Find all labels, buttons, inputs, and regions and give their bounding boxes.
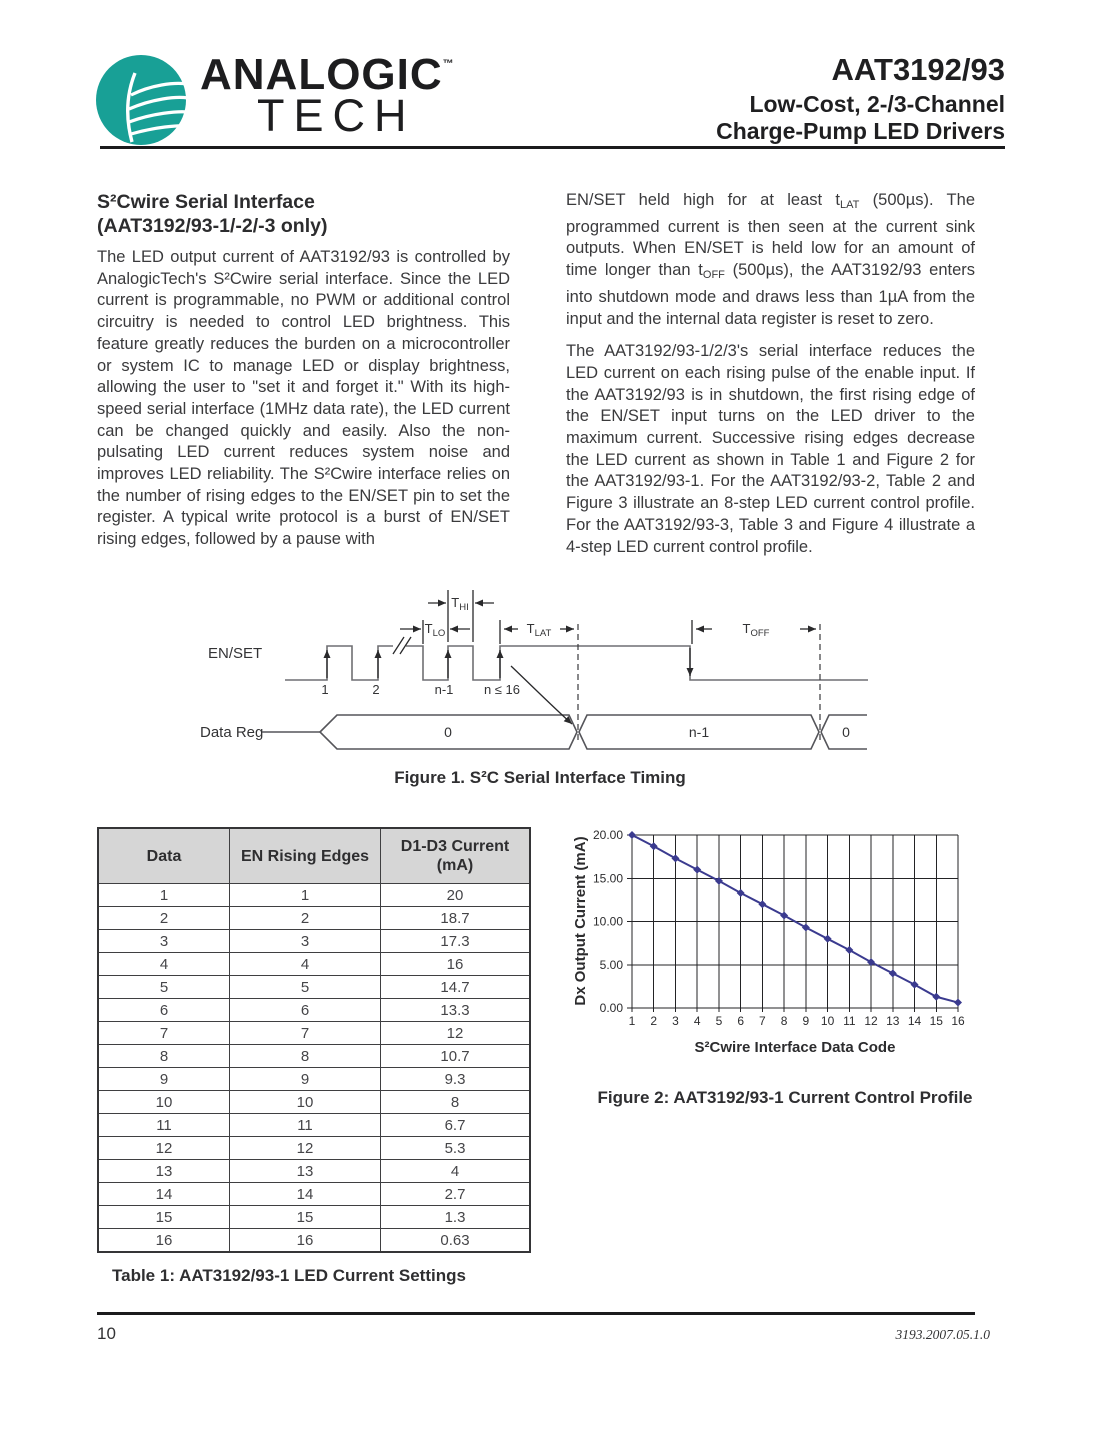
table-row	[98, 953, 530, 976]
table-row	[98, 1045, 530, 1068]
x-tick-label: 9	[802, 1014, 810, 1028]
x-tick-label: 13	[886, 1014, 900, 1028]
table-header-row	[98, 828, 530, 884]
document-number: 3193.2007.05.1.0	[895, 1327, 990, 1342]
x-tick-label: 14	[907, 1014, 922, 1028]
x-tick-label: 16	[951, 1014, 965, 1028]
table-row	[98, 1137, 530, 1160]
left-column	[97, 191, 510, 551]
y-tick-label: 15.00	[592, 871, 623, 886]
section-heading-line2: (AAT3192/93-1/-2/-3 only)	[97, 214, 328, 237]
brand-analogic: ANALOGIC	[200, 50, 443, 99]
bus-value: n-1	[688, 724, 710, 740]
x-tick-label: 6	[737, 1014, 745, 1028]
x-tick-label: 10	[820, 1014, 835, 1028]
table-row	[98, 1068, 530, 1091]
data-point-marker	[954, 999, 962, 1007]
data-point-marker	[932, 993, 940, 1001]
subscript-text: OFF	[702, 269, 725, 282]
data-point-marker	[802, 924, 810, 932]
right-column	[566, 190, 975, 558]
analogictech-logo-icon	[95, 53, 190, 148]
data-point-marker	[889, 969, 897, 977]
table-row	[98, 930, 530, 953]
timing-label-tlat: $T_{LAT}$	[526, 621, 552, 639]
table-cell: 16	[98, 1229, 230, 1253]
subscript-text: LAT	[840, 199, 860, 211]
table-cell: 3	[98, 930, 230, 953]
table-row	[98, 1022, 530, 1045]
x-tick-label: 4	[693, 1014, 701, 1028]
timing-label-thi: $T_{HI}$	[451, 595, 469, 613]
table-cell: 16	[230, 1229, 381, 1253]
edge-label: 2	[372, 682, 380, 697]
table-row	[98, 884, 530, 907]
data-point-marker	[628, 831, 636, 839]
table-cell: 8	[98, 1045, 230, 1068]
table-cell: 1.3	[381, 1206, 531, 1229]
table-cell: 4	[98, 953, 230, 976]
y-tick-label: 20.00	[592, 828, 623, 842]
table-row	[98, 1114, 530, 1137]
table-cell: 2	[230, 907, 381, 930]
trademark-symbol: ™	[442, 58, 455, 70]
data-point-marker	[693, 866, 701, 874]
current-profile-chart	[565, 826, 1005, 1066]
x-tick-label: 8	[780, 1014, 788, 1028]
data-reg-label: Data Reg	[200, 724, 264, 741]
table-cell: 2	[98, 907, 230, 930]
y-tick-label: 10.00	[592, 914, 623, 929]
text-segment: EN/SET held high for at least t	[566, 191, 841, 209]
table-cell: 16	[381, 953, 531, 976]
x-tick-label: 5	[715, 1014, 723, 1028]
table-cell: 13	[98, 1160, 230, 1183]
doc-subtitle-line2: Charge-Pump LED Drivers	[716, 117, 1005, 144]
bus-value: 0	[842, 724, 850, 740]
table-cell: 11	[230, 1114, 381, 1137]
table-cell: 5	[230, 976, 381, 999]
table-cell: 17.3	[381, 930, 531, 953]
x-tick-label: 15	[929, 1014, 943, 1028]
table-cell: 13.3	[381, 999, 531, 1022]
x-tick-label: 11	[843, 1014, 856, 1028]
table-cell: 15	[98, 1206, 230, 1229]
table-row	[98, 1160, 530, 1183]
table-cell: 9	[98, 1068, 230, 1091]
current-profile-line	[632, 835, 958, 1003]
body-paragraph: The LED output current of AAT3192/93 is controlled by AnalogicTech's S²Cwire serial interface. Since the LED current is programmable, no PWM or additional control circuitry is needed to control LED brightness. This feature greatly reduces the burden on a microcontroller or system IC to manage LED or display brightness, allowing the user to "set it and forget it." With its high-speed serial interface (1MHz data rate), the LED current can be changed quickly and easily. Also the non-pulsating LED current reduces system noise and improves LED reliability. The S²Cwire interface relies on the number of rising edges to the EN/SET pin to set the register. A typical write protocol is a burst of EN/SET rising edges, followed by a pause with	[97, 248, 510, 549]
table-row	[98, 976, 530, 999]
section-heading-line1: S²Cwire Serial Interface	[97, 191, 315, 213]
table-cell: 20	[381, 884, 531, 907]
data-point-marker	[845, 946, 853, 954]
timing-label-tlo: $T_{LO}$	[424, 621, 446, 639]
table-cell: 14	[98, 1183, 230, 1206]
brand-tech: TECH	[257, 90, 416, 141]
table-cell: 2.7	[381, 1183, 531, 1206]
table-row	[98, 1206, 530, 1229]
table-cell: 14.7	[381, 976, 531, 999]
figure2-caption: Figure 2: AAT3192/93-1 Current Control Profile	[597, 1088, 973, 1107]
x-axis-title: S²Cwire Interface Data Code	[694, 1039, 896, 1056]
table-cell: 6.7	[381, 1114, 531, 1137]
doc-title-block	[505, 52, 1005, 145]
edge-label: n ≤ 16	[483, 682, 521, 697]
timing-label-toff: $T_{OFF}$	[742, 621, 770, 639]
table-cell: 4	[230, 953, 381, 976]
x-tick-label: 1	[628, 1014, 636, 1028]
figure1-caption: Figure 1. S²C Serial Interface Timing	[394, 768, 686, 787]
data-point-marker	[650, 842, 658, 850]
table-cell: 6	[98, 999, 230, 1022]
table-cell: 15	[230, 1206, 381, 1229]
table-cell: 0.63	[381, 1229, 531, 1253]
body-paragraph	[566, 190, 975, 330]
table-cell: 8	[381, 1091, 531, 1114]
table-row	[98, 1183, 530, 1206]
table-row	[98, 907, 530, 930]
x-tick-label: 3	[672, 1014, 679, 1028]
table-cell: 1	[98, 884, 230, 907]
table-cell: 3	[230, 930, 381, 953]
table1-caption: Table 1: AAT3192/93-1 LED Current Settings	[112, 1266, 466, 1285]
table-cell: 12	[98, 1137, 230, 1160]
table-cell: 8	[230, 1045, 381, 1068]
edge-label: 1	[321, 682, 329, 697]
brand-text	[200, 50, 455, 141]
led-current-table	[97, 827, 531, 1253]
header-brand	[95, 50, 455, 148]
doc-subtitle-line1: Low-Cost, 2-/3-Channel	[749, 90, 1005, 117]
table-cell: 7	[98, 1022, 230, 1045]
timing-diagram-figure	[200, 586, 900, 766]
table-row	[98, 1091, 530, 1114]
enset-signal-label: EN/SET	[208, 645, 263, 662]
table-cell: 9.3	[381, 1068, 531, 1091]
table-cell: 12	[381, 1022, 531, 1045]
data-point-marker	[737, 889, 745, 897]
x-tick-label: 7	[759, 1014, 766, 1028]
table-cell: 1	[230, 884, 381, 907]
table-row	[98, 999, 530, 1022]
table-cell: 18.7	[381, 907, 531, 930]
table-cell: 11	[98, 1114, 230, 1137]
enset-waveform	[285, 646, 868, 680]
header-rule	[100, 146, 1005, 149]
data-point-marker	[911, 981, 919, 989]
table-cell: 10	[98, 1091, 230, 1114]
y-tick-label: 5.00	[599, 957, 623, 972]
data-point-marker	[780, 911, 788, 919]
table-cell: 7	[230, 1022, 381, 1045]
table-cell: 12	[230, 1137, 381, 1160]
y-tick-label: 0.00	[599, 1001, 623, 1015]
footer-rule	[97, 1312, 975, 1315]
table-cell: 9	[230, 1068, 381, 1091]
column-header: D1-D3 Current (mA)	[381, 828, 531, 884]
data-point-marker	[671, 854, 679, 862]
column-header: EN Rising Edges	[230, 828, 381, 884]
bus-value: 0	[444, 724, 452, 740]
edge-label: n-1	[434, 682, 454, 697]
data-point-marker	[824, 935, 832, 943]
x-tick-label: 2	[650, 1014, 658, 1028]
table-cell: 13	[230, 1160, 381, 1183]
text-segment: (500µs). The programmed current is then seen at the current sink outputs. When EN/SET is held low for an amount of time longer than t	[566, 191, 975, 280]
table-cell: 6	[230, 999, 381, 1022]
table-cell: 14	[230, 1183, 381, 1206]
table-row	[98, 1229, 530, 1253]
table-cell: 10.7	[381, 1045, 531, 1068]
data-point-marker	[758, 900, 766, 908]
table-cell: 5.3	[381, 1137, 531, 1160]
text-segment: (500µs), the AAT3192/93 enters into shutdown mode and draws less than 1µA from the input and the internal data register is reset to zero.	[566, 261, 975, 328]
waveform-break-gap	[393, 641, 406, 651]
x-tick-label: 12	[864, 1014, 878, 1028]
column-header: Data	[98, 828, 230, 884]
body-paragraph: The AAT3192/93-1/2/3's serial interface reduces the LED current on each rising pulse of the enable input. If the AAT3192/93 is in shutdown, the first rising edge of the EN/SET input turns on the LED driver to the maximum current. Successive rising edges decrease the LED current as shown in Table 1 and Figure 2 for the AAT3192/93-1. For the AAT3192/93-2, Table 2 and Figure 3 illustrate an 8-step LED current control profile. For the AAT3192/93-3, Table 3 and Figure 4 illustrate a 4-step LED current control profile.	[566, 342, 975, 556]
page-number: 10	[97, 1324, 116, 1343]
part-number-title: AAT3192/93	[831, 52, 1005, 87]
table-cell: 4	[381, 1160, 531, 1183]
y-axis-title: Dx Output Current (mA)	[572, 836, 589, 1006]
table-cell: 5	[98, 976, 230, 999]
table-cell: 10	[230, 1091, 381, 1114]
